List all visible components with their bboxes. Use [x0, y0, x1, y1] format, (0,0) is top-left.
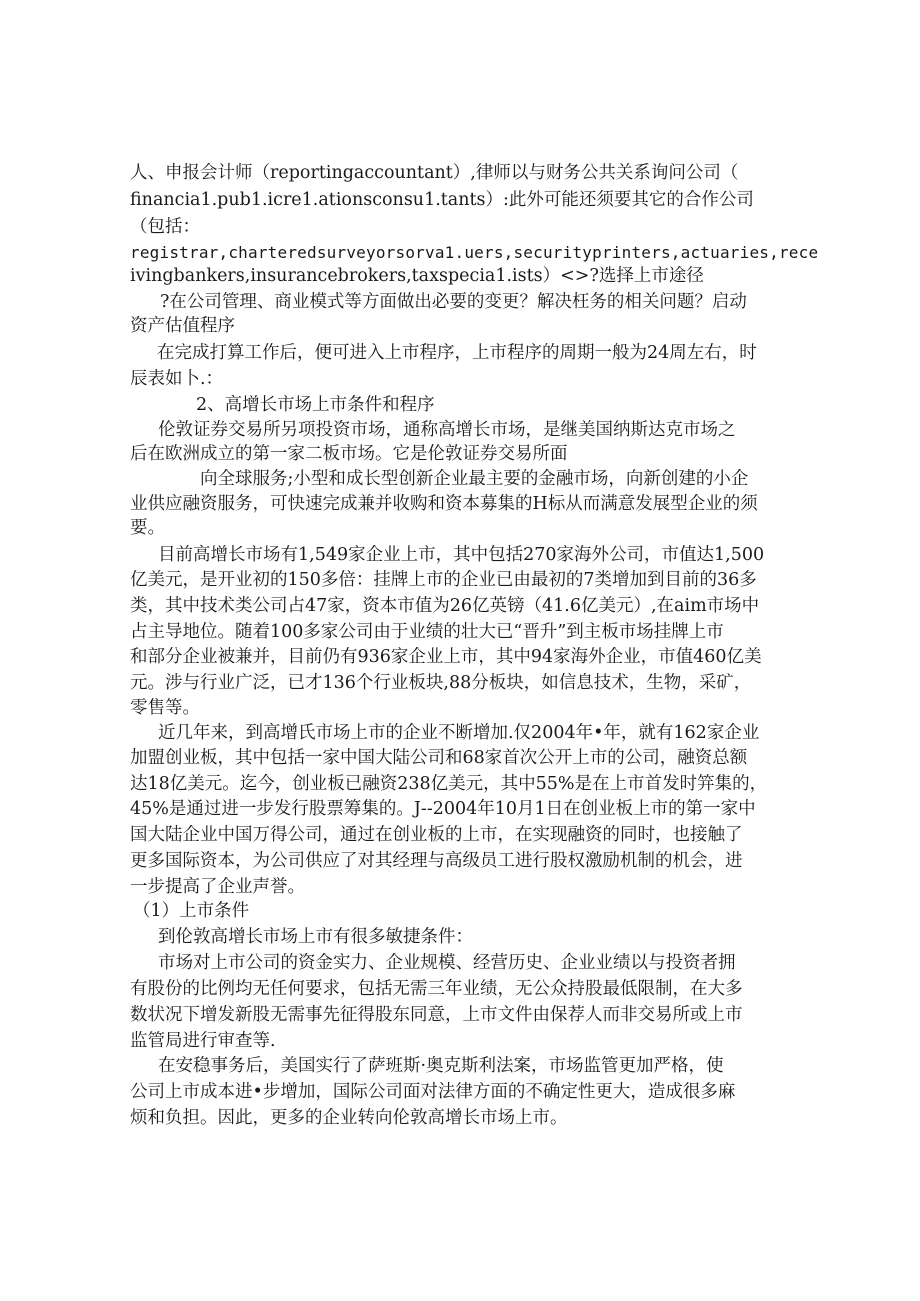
text-line-19: 占主导地位。随着100多家公司由于业绩的壮大已“晋升”到主板市场挂牌上市	[130, 622, 724, 642]
text-line-4: registrar,charteredsurveyorsorva1.uers,securityprinters,actuaries,rece	[130, 243, 819, 262]
text-line-29: 一步提高了企业声誉。	[130, 877, 305, 897]
section-heading-2: 2、高增长市场上市条件和程序	[196, 395, 435, 415]
text-line-34: 数状况下增发新股无需事先征得股东同意，上市文件由保荐人而非交易所或上市	[130, 1005, 743, 1025]
section-heading-listing-conditions: （1）上市条件	[133, 901, 250, 921]
text-line-13: 向全球服务;小型和成长型创新企业最主要的金融市场，向新创建的小企	[200, 469, 749, 489]
text-line-17: 亿美元，是开业初的150多倍：挂牌上市的企业已由最初的7类增加到目前的36多	[130, 570, 757, 590]
text-line-11: 伦敦证券交易所另项投资市场，通称高增长市场，是继美国纳斯达克市场之	[158, 420, 736, 440]
text-line-33: 有股份的比例均无任何要求，包括无需三年业绩，无公众持股最低限制，在大多	[130, 979, 743, 999]
text-line-5: ivingbankers,insurancebrokers,taxspecia1.ists）<>?选择上市途径	[130, 266, 704, 286]
text-line-14: 业供应融资服务，可快速完成兼并收购和资本募集的H标从而满意发展型企业的须	[130, 494, 758, 514]
text-line-20: 和部分企业被兼并，目前仍有936家企业上市，其中94家海外企业，市值460亿美	[130, 647, 762, 667]
text-line-21: 元。涉与行业广泛，已才136个行业板块,88分板块，如信息技术，生物，采矿，	[130, 673, 752, 693]
text-line-27: 国大陆企业中国万得公司，通过在创业板的上市，在实现融资的同时，也接触了	[130, 825, 743, 845]
text-line-7: 资产估值程序	[130, 316, 235, 336]
text-line-31: 到伦敦高增长市场上市有很多敏捷条件：	[158, 927, 473, 947]
text-line-36: 在安稳事务后，美国实行了萨班斯·奥克斯利法案，市场监管更加严格，使	[158, 1056, 724, 1076]
text-line-35: 监管局进行审查等.	[130, 1031, 276, 1051]
text-line-15: 要。	[130, 518, 165, 538]
text-line-18: 类，其中技术类公司占47家，资本市值为26亿英镑（41.6亿美元）,在aim市场中	[130, 596, 760, 616]
text-line-38: 烦和负担。因此，更多的企业转向伦敦高增长市场上市。	[130, 1108, 568, 1128]
text-line-22: 零售等。	[130, 698, 200, 718]
text-line-8: 在完成打算工作后，便可进入上市程序，上市程序的周期一般为24周左右，时	[157, 343, 757, 363]
text-line-28: 更多国际资本，为公司供应了对其经理与高级员工进行股权激励机制的机会，进	[130, 851, 743, 871]
text-line-6: ?在公司管理、商业模式等方面做出必要的变更？解决枉务的相关问题？启动	[160, 292, 747, 312]
text-line-16: 目前高增长市场有1,549家企业上市，其中包括270家海外公司，市值达1,500	[158, 545, 765, 565]
text-line-25: 达18亿美元。迄今，创业板已融资238亿美元，其中55%是在上市首发时笄集的，	[130, 774, 768, 794]
text-line-3: （包括：	[130, 217, 200, 237]
text-line-26: 45%是通过进一步发行股票筹集的。J--2004年10月1日在创业板上市的第一家中	[130, 799, 756, 819]
text-line-1: 人、申报会计师（reportingaccountant）,律师以与财务公共关系询问公司（	[130, 163, 739, 183]
text-line-9: 辰表如卜.：	[130, 369, 224, 389]
text-line-12: 后在欧洲成立的第一家二板市场。它是伦敦证券交易所面	[130, 444, 568, 464]
text-line-23: 近几年来，到高增氏市场上市的企业不断增加.仅2004年•年，就有162家企业	[158, 723, 760, 743]
text-line-24: 加盟创业板，其中包括一家中国大陆公司和68家首次公开上市的公司，融资总额	[130, 748, 748, 768]
text-line-2: financia1.pub1.icre1.ationsconsu1.tants）:此外可能还须要其它的合作公司	[130, 190, 754, 210]
text-line-32: 市场对上市公司的资金实力、企业规模、经营历史、企业业绩以与投资者拥	[158, 953, 736, 973]
text-line-37: 公司上市成本进•步增加，国际公司面对法律方面的不确定性更大，造成很多麻	[130, 1082, 736, 1102]
